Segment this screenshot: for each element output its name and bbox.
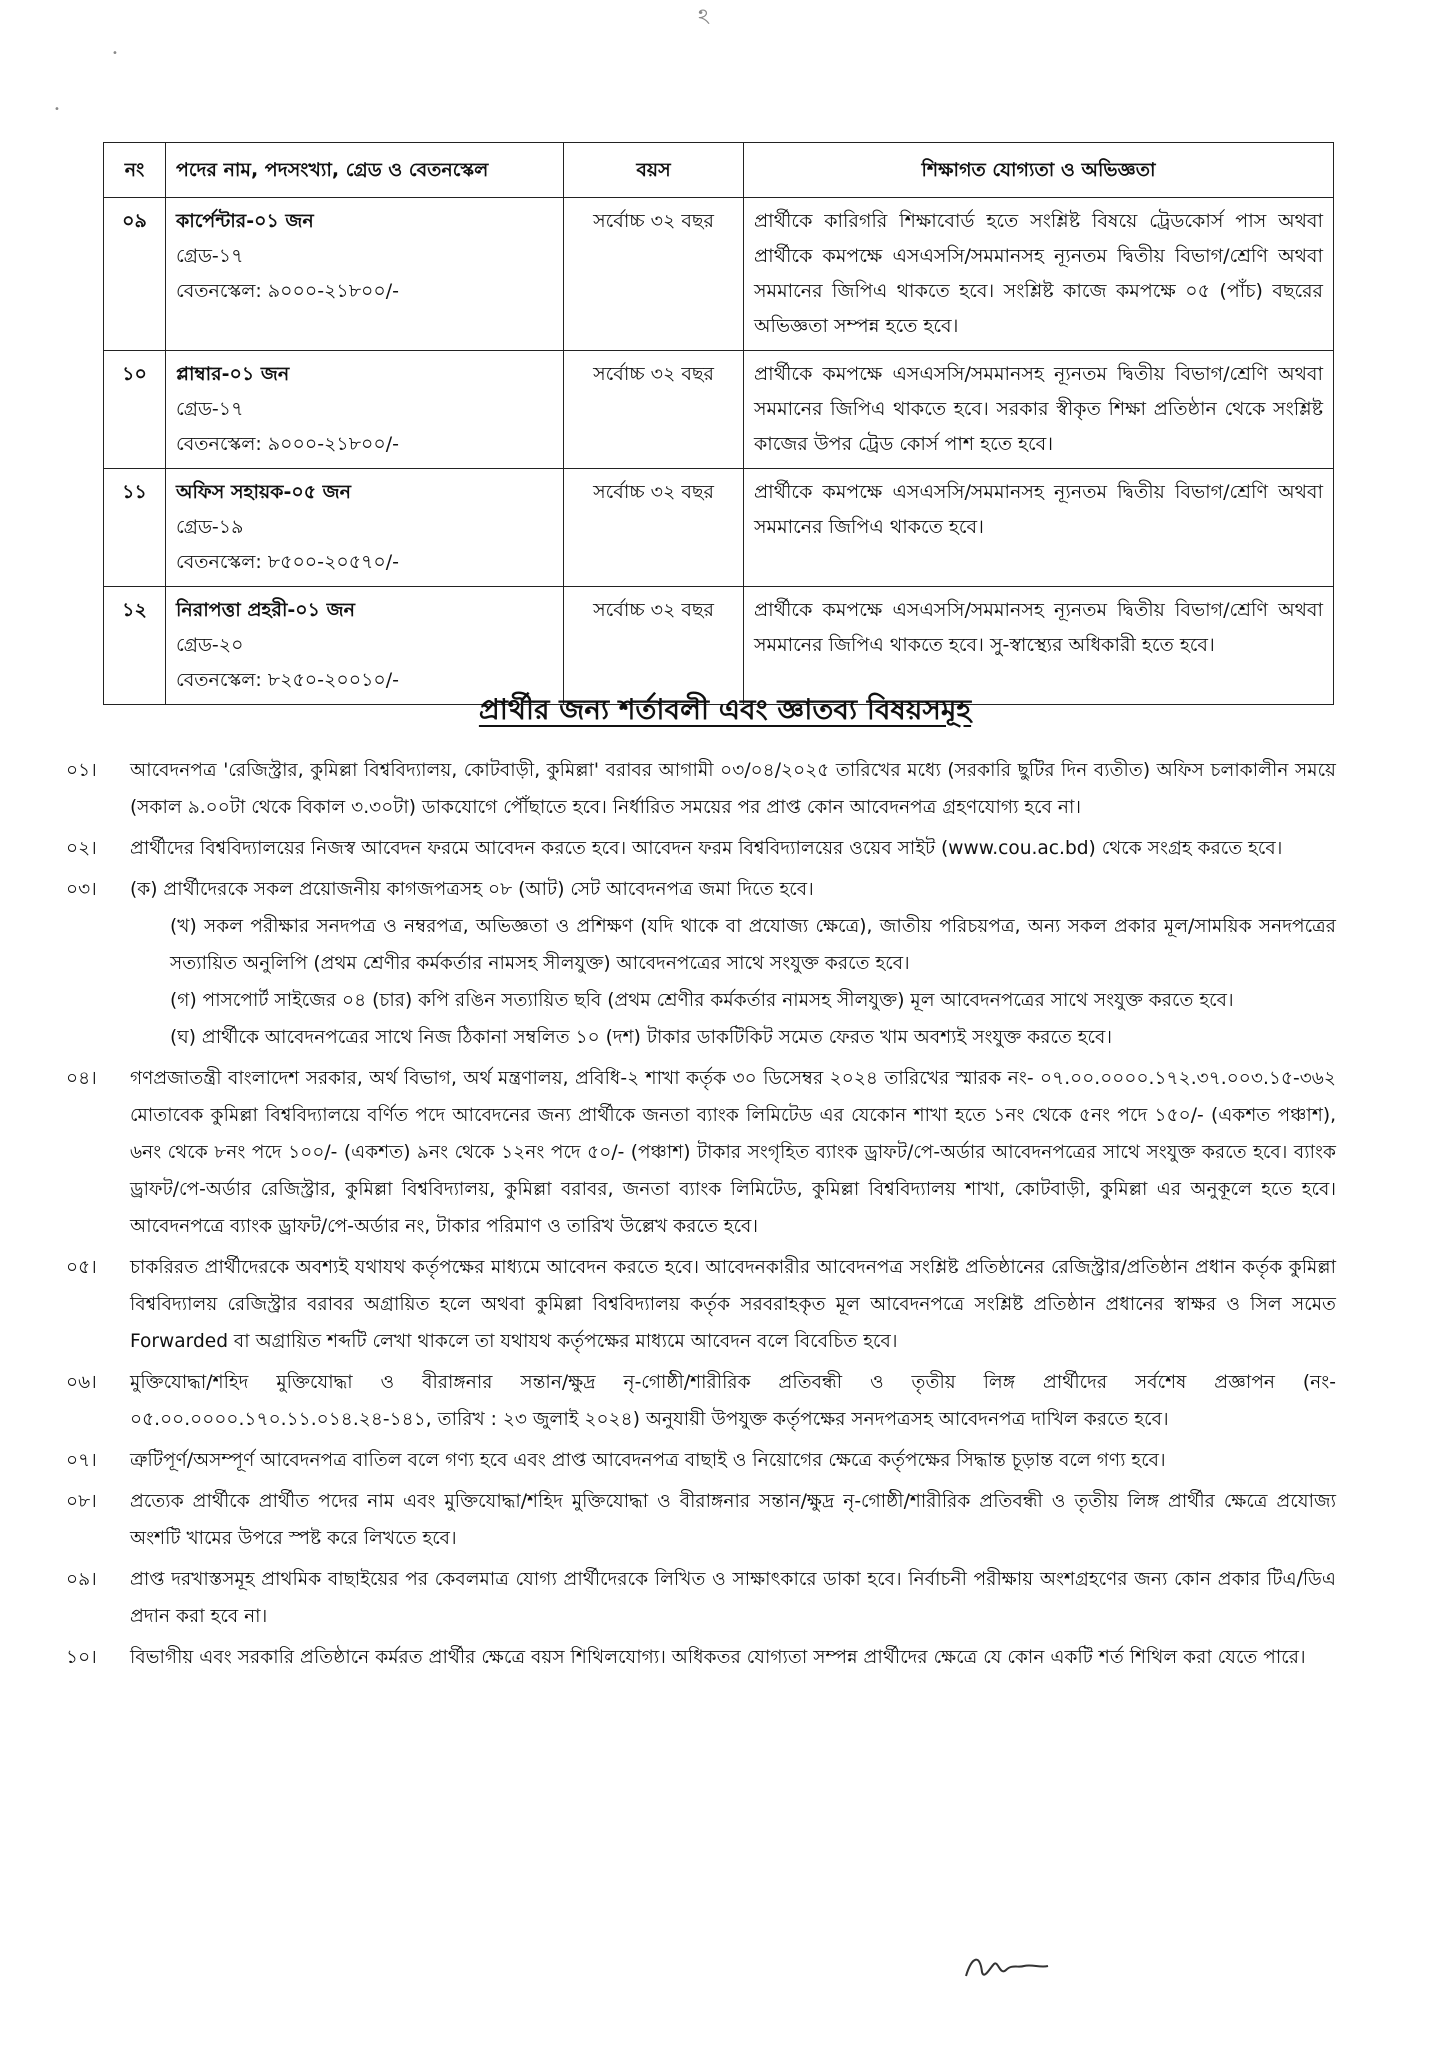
condition-subitems [170,908,1336,1056]
condition-subitem: (খ) সকল পরীক্ষার সনদপত্র ও নম্বরপত্র, অভিজ্ঞতা ও প্রশিক্ষণ (যদি থাকে বা প্রযোজ্য ক্ষেত্রে), জাতীয় পরিচয়পত্র, অন্য সকল প্রকার মূল/সাময়িক সনদপত্রের সত্যায়িত অনুলিপি (প্রথম শ্রেণীর কর্মকর্তার নামসহ সীলযুক্ত) আবেদনপত্রের সাথে সংযুক্ত করতে হবে। [170,916,1336,974]
header-age: বয়স [564,143,744,198]
condition-text: ত্রুটিপূর্ণ/অসম্পূর্ণ আবেদনপত্র বাতিল বলে গণ্য হবে এবং প্রাপ্ত আবেদনপত্র বাছাই ও নিয়োগের ক্ষেত্রে কর্তৃপক্ষের সিদ্ধান্ত চূড়ান্ত বলে গণ্য হবে। [130,1450,1166,1471]
row-number: ০৯ [104,198,166,351]
condition-text: প্রত্যেক প্রার্থীকে প্রার্থীত পদের নাম এবং মুক্তিযোদ্ধা/শহিদ মুক্তিযোদ্ধা ও বীরাঙ্গনার সন্তান/ক্ষুদ্র নৃ-গোষ্ঠী/শারীরিক প্রতিবন্ধী ও তৃতীয় লিঙ্গ প্রার্থীর ক্ষেত্রে প্রযোজ্য অংশটি খামের উপরে স্পষ্ট করে লিখতে হবে। [130,1491,1336,1549]
post-grade: গ্রেড-২০ [176,634,244,656]
post-title: প্লাম্বার-০১ জন [176,363,290,385]
conditions-title: প্রার্থীর জন্য শর্তাবলী এবং জ্ঞাতব্য বিষয়সমূহ [478,693,972,726]
post-grade: গ্রেড-১৭ [176,398,244,420]
post-grade: গ্রেড-১৭ [176,245,244,267]
condition-number: ০৩। [66,879,97,900]
condition-text: আবেদনপত্র 'রেজিস্ট্রার, কুমিল্লা বিশ্ববিদ্যালয়, কোটবাড়ী, কুমিল্লা' বরাবর আগামী ০৩/০৪/২০২৫ তারিখের মধ্যে (সরকারি ছুটির দিন ব্যতীত) অফিস চলাকালীন সময়ে (সকাল ৯.০০টা থেকে বিকাল ৩.৩০টা) ডাকযোগে পৌঁছাতে হবে। নির্ধারিত সময়ের পর প্রাপ্ত কোন আবেদনপত্র গ্রহণযোগ্য হবে না। [130,760,1336,818]
post-pay-scale: বেতনস্কেল: ৯০০০-২১৮০০/- [176,280,400,302]
header-no: নং [104,143,166,198]
qualification: প্রার্থীকে কমপক্ষে এসএসসি/সমমানসহ ন্যূনতম দ্বিতীয় বিভাগ/শ্রেণি অথবা সমমানের জিপিএ থাকতে হবে। সরকার স্বীকৃত শিক্ষা প্রতিষ্ঠান থেকে সংশ্লিষ্ট কাজের উপর ট্রেড কোর্স পাশ হতে হবে। [744,351,1334,469]
condition-number: ০৬। [66,1372,97,1393]
qualification: প্রার্থীকে কারিগরি শিক্ষাবোর্ড হতে সংশ্লিষ্ট বিষয়ে ট্রেডকোর্স পাস অথবা প্রার্থীকে কমপক্ষে এসএসসি/সমমানসহ ন্যূনতম দ্বিতীয় বিভাগ/শ্রেণি অথবা সমমানের জিপিএ থাকতে হবে। সংশ্লিষ্ট কাজে কমপক্ষে ০৫ (পাঁচ) বছরের অভিজ্ঞতা সম্পন্ন হতে হবে। [744,198,1334,351]
condition-item [66,1561,1336,1635]
speck-mark: • [54,104,60,115]
age-limit: সর্বোচ্চ ৩২ বছর [564,198,744,351]
condition-text: (ক) প্রার্থীদেরকে সকল প্রয়োজনীয় কাগজপত্রসহ ০৮ (আট) সেট আবেদনপত্র জমা দিতে হবে। [130,879,814,900]
table-row [104,351,1334,469]
post-pay-scale: বেতনস্কেল: ৯০০০-২১৮০০/- [176,433,400,455]
post-cell [166,587,564,705]
condition-item [66,871,1336,1056]
signature-mark [962,1946,1052,1986]
condition-item [66,1249,1336,1360]
qualification: প্রার্থীকে কমপক্ষে এসএসসি/সমমানসহ ন্যূনতম দ্বিতীয় বিভাগ/শ্রেণি অথবা সমমানের জিপিএ থাকতে হবে। [744,469,1334,587]
posts-table [103,142,1334,705]
speck-mark: • [112,48,118,59]
condition-item [66,1483,1336,1557]
header-qualification: শিক্ষাগত যোগ্যতা ও অভিজ্ঞতা [744,143,1334,198]
post-title: অফিস সহায়ক-০৫ জন [176,481,351,503]
row-number: ১১ [104,469,166,587]
row-number: ১০ [104,351,166,469]
age-limit: সর্বোচ্চ ৩২ বছর [564,587,744,705]
condition-item [66,830,1336,867]
condition-number: ০২। [66,838,97,859]
post-cell [166,198,564,351]
condition-number: ০১। [66,760,97,781]
condition-item [66,752,1336,826]
condition-body [130,871,1336,1056]
condition-item [66,1442,1336,1479]
qualification: প্রার্থীকে কমপক্ষে এসএসসি/সমমানসহ ন্যূনতম দ্বিতীয় বিভাগ/শ্রেণি অথবা সমমানের জিপিএ থাকতে হবে। সু-স্বাস্থ্যের অধিকারী হতে হবে। [744,587,1334,705]
condition-text: মুক্তিযোদ্ধা/শহিদ মুক্তিযোদ্ধা ও বীরাঙ্গনার সন্তান/ক্ষুদ্র নৃ-গোষ্ঠী/শারীরিক প্রতিবন্ধী ও তৃতীয় লিঙ্গ প্রার্থীদের সর্বশেষ প্রজ্ঞাপন (নং- ০৫.০০.০০০০.১৭০.১১.০১৪.২৪-১৪১, তারিখ : ২৩ জুলাই ২০২৪) অনুযায়ী উপযুক্ত কর্তৃপক্ষের সনদপত্রসহ আবেদনপত্র দাখিল করতে হবে। [130,1372,1336,1430]
condition-subitem: (গ) পাসপোর্ট সাইজের ০৪ (চার) কপি রঙিন সত্যায়িত ছবি (প্রথম শ্রেণীর কর্মকর্তার নামসহ সীলযুক্ত) মূল আবেদনপত্রের সাথে সংযুক্ত করতে হবে। [170,990,1234,1011]
age-limit: সর্বোচ্চ ৩২ বছর [564,351,744,469]
condition-text: বিভাগীয় এবং সরকারি প্রতিষ্ঠানে কর্মরত প্রার্থীর ক্ষেত্রে বয়স শিথিলযোগ্য। অধিকতর যোগ্যতা সম্পন্ন প্রার্থীদের ক্ষেত্রে যে কোন একটি শর্ত শিথিল করা যেতে পারে। [130,1647,1306,1668]
condition-text: প্রাপ্ত দরখাস্তসমূহ প্রাথমিক বাছাইয়ের পর কেবলমাত্র যোগ্য প্রার্থীদেরকে লিখিত ও সাক্ষাৎকারে ডাকা হবে। নির্বাচনী পরীক্ষায় অংশগ্রহণের জন্য কোন প্রকার টিএ/ডিএ প্রদান করা হবে না। [130,1569,1336,1627]
post-cell [166,469,564,587]
post-title: কার্পেন্টার-০১ জন [176,210,314,232]
condition-item [66,1060,1336,1245]
post-grade: গ্রেড-১৯ [176,516,244,538]
post-pay-scale: বেতনস্কেল: ৮৫০০-২০৫৭০/- [176,551,400,573]
condition-text: প্রার্থীদের বিশ্ববিদ্যালয়ের নিজস্ব আবেদন ফরমে আবেদন করতে হবে। আবেদন ফরম বিশ্ববিদ্যালয়ের ওয়েব সাইট (www.cou.ac.bd) থেকে সংগ্রহ করতে হবে। [130,838,1283,859]
post-cell [166,351,564,469]
condition-item [66,1364,1336,1438]
page-corner-mark: ঽ [698,5,710,30]
post-title: নিরাপত্তা প্রহরী-০১ জন [176,599,355,621]
conditions-list [66,752,1336,1680]
table-row [104,469,1334,587]
condition-number: ১০। [66,1647,97,1668]
condition-text: গণপ্রজাতন্ত্রী বাংলাদেশ সরকার, অর্থ বিভাগ, অর্থ মন্ত্রণালয়, প্রবিধি-২ শাখা কর্তৃক ৩০ ডিসেম্বর ২০২৪ তারিখের স্মারক নং- ০৭.০০.০০০০.১৭২.৩৭.০০৩.১৫-৩৬২ মোতাবেক কুমিল্লা বিশ্ববিদ্যালয়ে বর্ণিত পদে আবেদনের জন্য প্রার্থীকে জনতা ব্যাংক লিমিটেড এর যেকোন শাখা হতে ১নং থেকে ৫নং পদে ১৫০/- (একশত পঞ্চাশ), ৬নং থেকে ৮নং পদে ১০০/- (একশত) ৯নং থেকে ১২নং পদে ৫০/- (পঞ্চাশ) টাকার সংগৃহিত ব্যাংক ড্রাফট/পে-অর্ডার আবেদনপত্রের সাথে সংযুক্ত করতে হবে। ব্যাংক ড্রাফট/পে-অর্ডার রেজিস্ট্রার, কুমিল্লা বিশ্ববিদ্যালয়, কুমিল্লা বরাবর, জনতা ব্যাংক লিমিটেড, কুমিল্লা বিশ্ববিদ্যালয় শাখা, কোটবাড়ী, কুমিল্লা এর অনুকূলে হতে হবে। আবেদনপত্রে ব্যাংক ড্রাফট/পে-অর্ডার নং, টাকার পরিমাণ ও তারিখ উল্লেখ করতে হবে। [130,1068,1336,1237]
condition-number: ০৮। [66,1491,97,1512]
condition-number: ০৭। [66,1450,97,1471]
condition-item [66,1639,1336,1676]
condition-text: চাকরিরত প্রার্থীদেরকে অবশ্যই যথাযথ কর্তৃপক্ষের মাধ্যমে আবেদন করতে হবে। আবেদনকারীর আবেদনপত্র সংশ্লিষ্ট প্রতিষ্ঠানের রেজিস্ট্রার/প্রতিষ্ঠান প্রধান কর্তৃক কুমিল্লা বিশ্ববিদ্যালয় রেজিস্ট্রার বরাবর অগ্রায়িত হলে অথবা কুমিল্লা বিশ্ববিদ্যালয় কর্তৃক সরবরাহকৃত মূল আবেদনপত্রে সংশ্লিষ্ট প্রতিষ্ঠান প্রধানের স্বাক্ষর ও সিল সমেত Forwarded বা অগ্রায়িত শব্দটি লেখা থাকলে তা যথাযথ কর্তৃপক্ষের মাধ্যমে আবেদন বলে বিবেচিত হবে। [130,1257,1336,1352]
table-header-row [104,143,1334,198]
header-post: পদের নাম, পদসংখ্যা, গ্রেড ও বেতনস্কেল [166,143,564,198]
table-row [104,587,1334,705]
condition-subitem: (ঘ) প্রার্থীকে আবেদনপত্রের সাথে নিজ ঠিকানা সম্বলিত ১০ (দশ) টাকার ডাকটিকিট সমেত ফেরত খাম অবশ্যই সংযুক্ত করতে হবে। [170,1027,1113,1048]
post-pay-scale: বেতনস্কেল: ৮২৫০-২০০১০/- [176,669,400,691]
age-limit: সর্বোচ্চ ৩২ বছর [564,469,744,587]
row-number: ১২ [104,587,166,705]
table-row [104,198,1334,351]
condition-number: ০৯। [66,1569,97,1590]
condition-number: ০৪। [66,1068,97,1089]
condition-number: ০৫। [66,1257,97,1278]
